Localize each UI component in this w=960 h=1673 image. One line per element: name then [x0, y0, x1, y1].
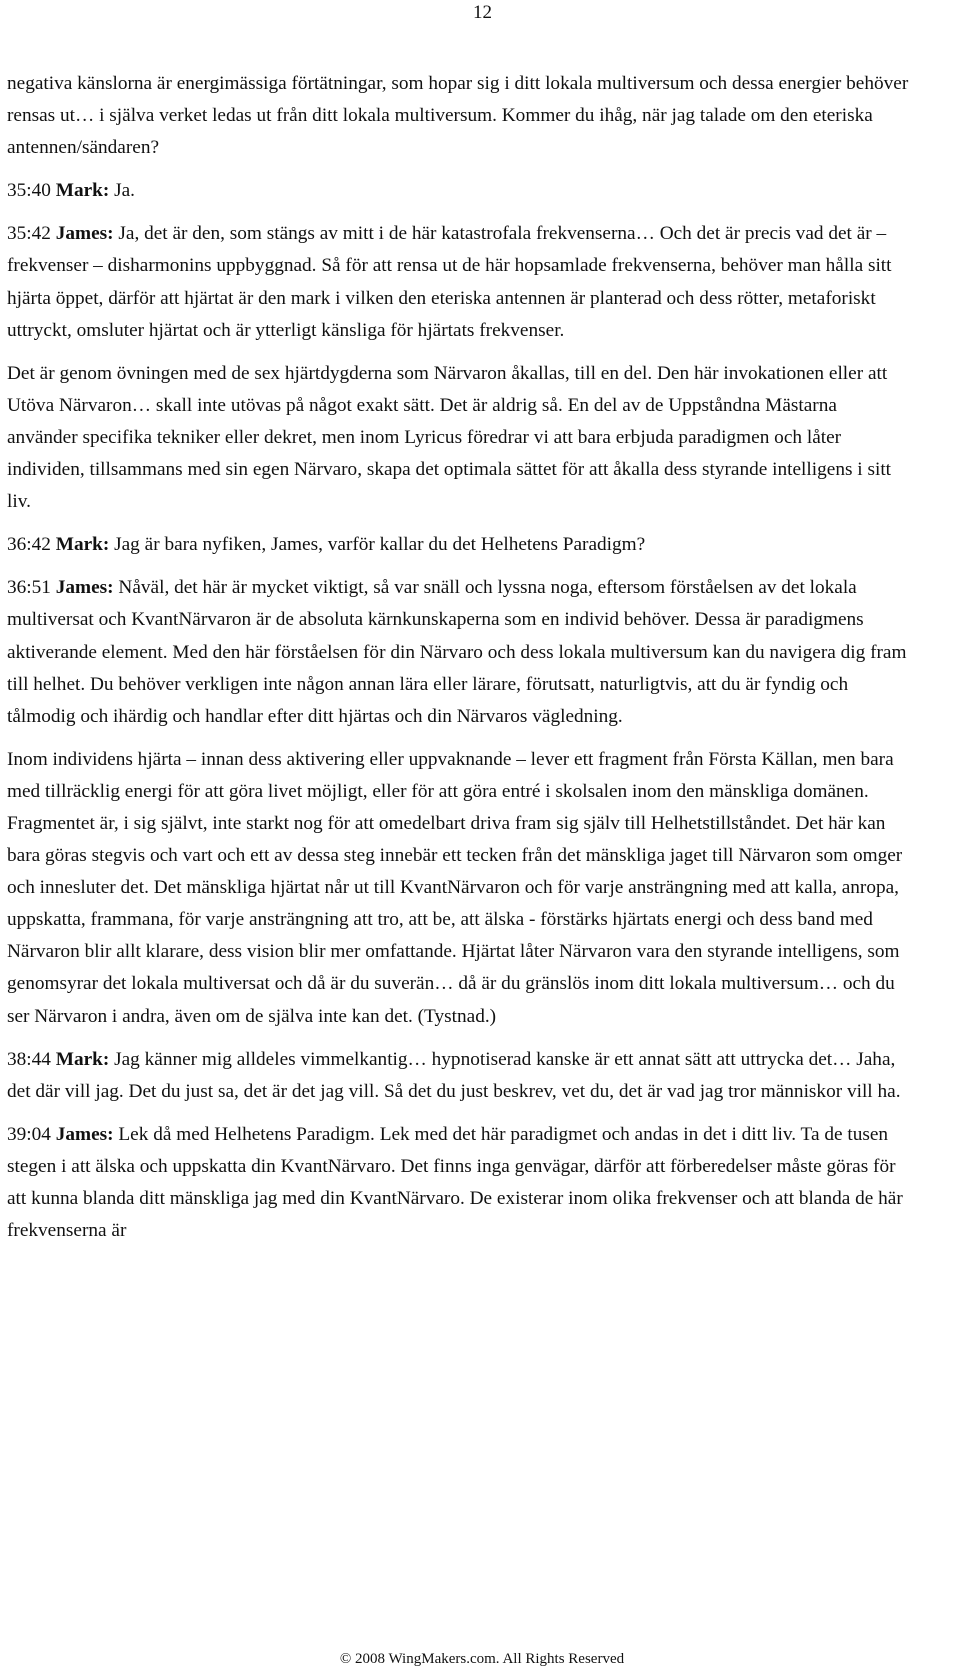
- copyright-footer: © 2008 WingMakers.com. All Rights Reserved: [339, 1651, 625, 1667]
- paragraph-6: [7, 572, 909, 732]
- timestamp: 36:42: [7, 534, 51, 556]
- speaker-label: James:: [55, 1123, 114, 1145]
- paragraph-9: [7, 1119, 909, 1247]
- paragraph-1: [7, 68, 909, 164]
- paragraph-8-text: Jag känner mig alldeles vimmelkantig… hypnotiserad kanske är ett annat sätt att uttrycka det… Jaha, det där vill jag. Det du just sa, det är det jag vill. Så det du just beskrev, vet du, det är vad jag tror människor vill ha.: [7, 1048, 901, 1102]
- paragraph-9-text: Lek då med Helhetens Paradigm. Lek med det här paradigmet och andas in det i ditt liv. Ta de tusen stegen i att älska och uppskatta din KvantNärvaro. Det finns inga genvägar, därför att förberedelser måste göras för att kunna blanda ditt mänskliga jag med din KvantNärvaro. De existerar inom olika frekvenser och att blanda de här frekvenserna är: [7, 1123, 903, 1242]
- page-number: 12: [473, 2, 492, 23]
- document-body: [7, 68, 909, 1258]
- paragraph-5-text: Jag är bara nyfiken, James, varför kallar du det Helhetens Paradigm?: [114, 534, 646, 556]
- paragraph-5: [7, 529, 909, 561]
- speaker-label: James:: [55, 577, 114, 599]
- paragraph-1-text: negativa känslorna är energimässiga förtätningar, som hopar sig i ditt lokala multiversum och dessa energier behöver rensas ut… i själva verket ledas ut från ditt lokala multiversum. Kommer du ihåg, när jag talade om den eteriska antennen/sändaren?: [7, 73, 909, 159]
- paragraph-4-text: Det är genom övningen med de sex hjärtdygderna som Närvaron åkallas, till en del. Den här invokationen eller att Utöva Närvaron… skall inte utövas på något exakt sätt. Det är aldrig så. En del av de Uppståndna Mästarna använder specifika tekniker eller dekret, men inom Lyricus föredrar vi att bara erbjuda paradigmen och låter individen, tillsammans med sin egen Närvaro, skapa det optimala sättet för att åkalla dess styrande intelligens i sitt liv.: [7, 362, 892, 513]
- paragraph-2-text: Ja.: [114, 180, 136, 202]
- timestamp: 39:04: [7, 1123, 51, 1145]
- paragraph-7: [7, 744, 909, 1033]
- paragraph-3: [7, 218, 909, 346]
- paragraph-4: [7, 358, 909, 518]
- speaker-label: Mark:: [55, 180, 110, 202]
- timestamp: 35:40: [7, 180, 51, 202]
- paragraph-3-text: Ja, det är den, som stängs av mitt i de här katastrofala frekvenserna… Och det är precis vad det är – frekvenser – disharmonins uppbyggnad. Så för att rensa ut de här hopsamlade frekvenserna, behöver man hålla sitt hjärta öppet, därför att hjärtat är den mark i vilken den eteriska antennen är planterad och dess rötter, metaforiskt uttryckt, omsluter hjärtat och är ytterligt känsliga för hjärtats frekvenser.: [7, 223, 892, 341]
- paragraph-6-text: Nåväl, det här är mycket viktigt, så var snäll och lyssna noga, eftersom förståelsen av det lokala multiversat och KvantNärvaron är de absoluta kärnkunskaperna som en individ behöver. Dessa är paradigmens aktiverande element. Med den här förståelsen för din Närvaro och dess lokala multiversum kan du navigera dig fram till helhet. Du behöver verkligen inte någon annan lära eller lärare, förutsatt, naturligtvis, att du är fyndig och tålmodig och ihärdig och handlar efter ditt hjärtas och din Närvaros vägledning.: [7, 577, 907, 727]
- speaker-label: James:: [55, 223, 114, 245]
- paragraph-8: [7, 1044, 909, 1108]
- timestamp: 35:42: [7, 223, 51, 245]
- paragraph-2: [7, 175, 909, 207]
- timestamp: 38:44: [7, 1048, 51, 1070]
- timestamp: 36:51: [7, 577, 51, 599]
- speaker-label: Mark:: [55, 534, 110, 556]
- paragraph-7-text: Inom individens hjärta – innan dess aktivering eller uppvaknande – lever ett fragment från Första Källan, men bara med tillräcklig energi för att göra livet möjligt, eller för att göra entré i skolsalen inom den mänskliga domänen. Fragmentet är, i sig självt, inte starkt nog för att omedelbart driva fram sig själv till Helhetstillståndet. Det här kan bara göras stegvis och vart och ett av dessa steg innebär ett tecken från det mänskliga jaget till Närvaron som omger och innesluter det. Det mänskliga hjärtat når ut till KvantNärvaron och för varje ansträngning med att kalla, anropa, uppskatta, frammana, för varje ansträngning att tro, att be, att älska - förstärks hjärtats energi och dess band med Närvaron blir allt klarare, dess vision blir mer omfattande. Hjärtat låter Närvaron vara den styrande intelligens, som genomsyrar det lokala multiversat och då är du suverän… då är du gränslös inom ditt lokala multiversum… och du ser Närvaron i andra, även om de själva inte kan det. (Tystnad.): [7, 748, 903, 1027]
- speaker-label: Mark:: [55, 1048, 110, 1070]
